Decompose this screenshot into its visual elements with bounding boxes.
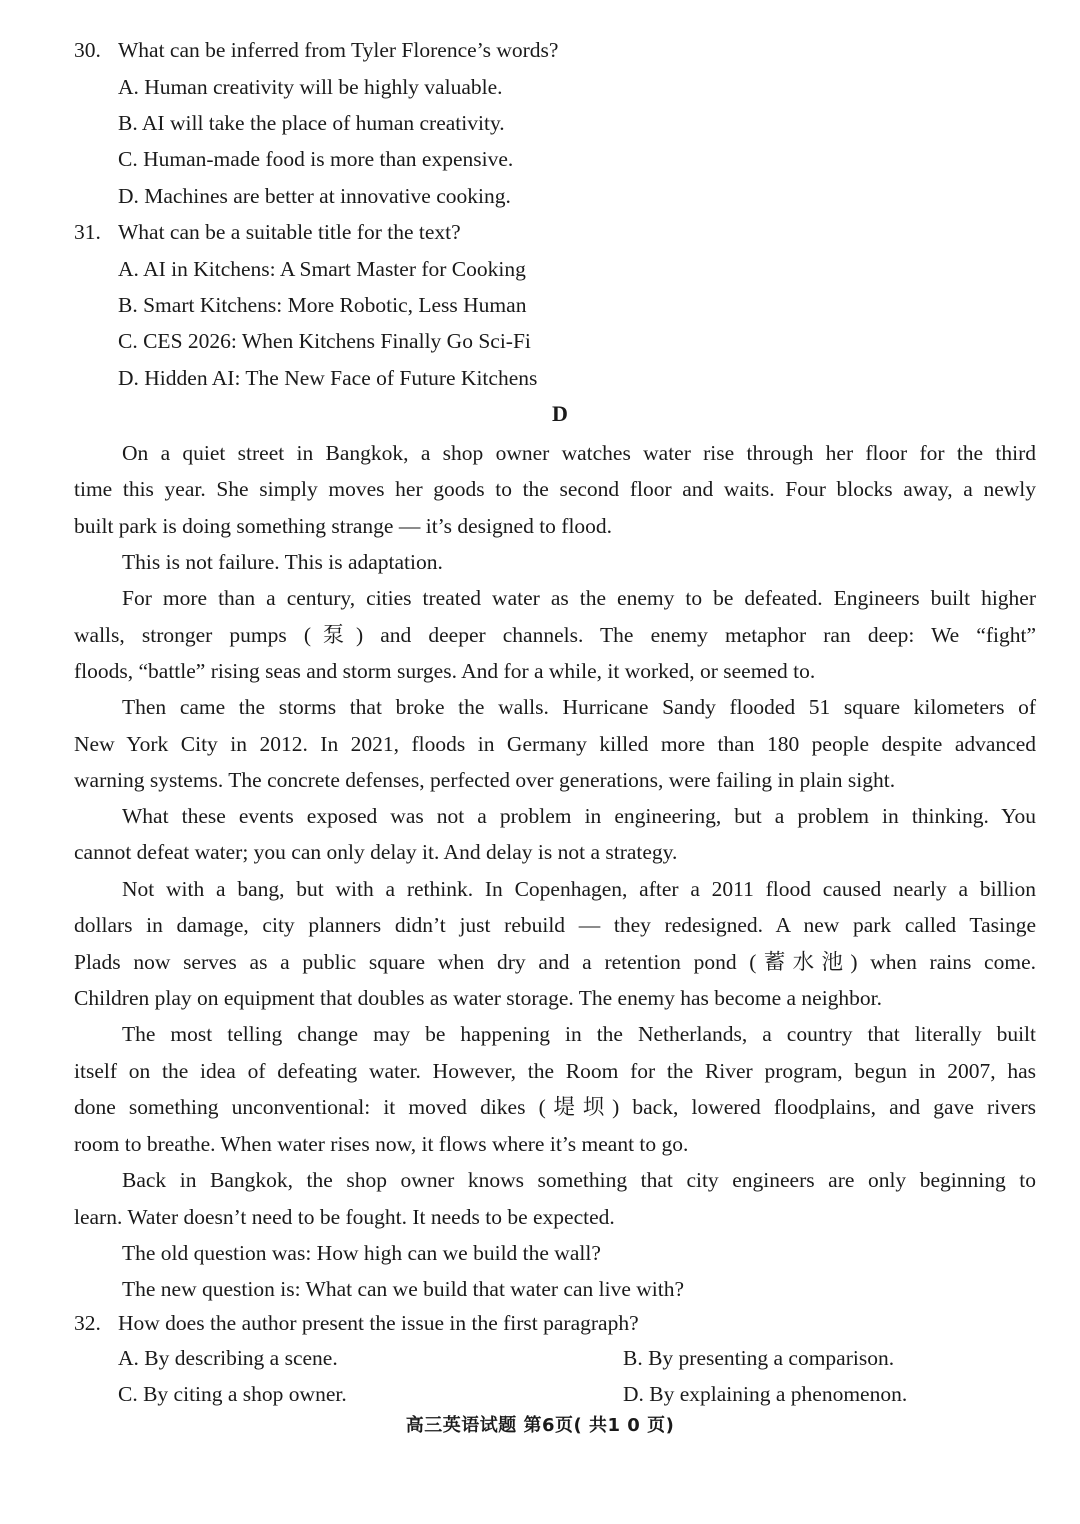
passage-line: cannot defeat water; you can only delay it. And delay is not a strategy. <box>74 840 678 864</box>
question-number: 32. <box>74 1311 101 1335</box>
question-stem: What can be inferred from Tyler Florence’s words? <box>118 38 559 62</box>
answer-option: A. Human creativity will be highly valuable. <box>118 75 503 99</box>
passage-line: warning systems. The concrete defenses, perfected over generations, were failing in plain sight. <box>74 768 896 792</box>
answer-option: B. Smart Kitchens: More Robotic, Less Human <box>118 293 527 317</box>
passage-line: Back in Bangkok, the shop owner knows something that city engineers are only beginning to <box>122 1168 1036 1192</box>
passage-line: learn. Water doesn’t need to be fought. It needs to be expected. <box>74 1205 615 1229</box>
passage-line: done something unconventional: it moved dikes (堤坝) back, lowered floodplains, and gave rivers <box>74 1095 1036 1119</box>
answer-option: B. By presenting a comparison. <box>623 1346 895 1370</box>
passage-line: This is not failure. This is adaptation. <box>122 550 443 574</box>
passage-line: What these events exposed was not a problem in engineering, but a problem in thinking. You <box>122 804 1036 828</box>
passage-line: New York City in 2012. In 2021, floods in Germany killed more than 180 people despite advanced <box>74 732 1036 756</box>
passage-line: room to breathe. When water rises now, it flows where it’s meant to go. <box>74 1132 689 1156</box>
answer-option: D. By explaining a phenomenon. <box>623 1382 908 1406</box>
answer-option: D. Hidden AI: The New Face of Future Kitchens <box>118 366 538 390</box>
answer-option: B. AI will take the place of human creativity. <box>118 111 505 135</box>
page-footer: 高三英语试题 第6页( 共1 0 页) <box>405 1415 675 1436</box>
passage-line: floods, “battle” rising seas and storm surges. And for a while, it worked, or seemed to. <box>74 659 816 683</box>
passage-line: Then came the storms that broke the walls. Hurricane Sandy flooded 51 square kilometers of <box>122 695 1036 719</box>
answer-option: C. Human-made food is more than expensive. <box>118 147 514 171</box>
answer-option: A. By describing a scene. <box>118 1346 338 1370</box>
answer-option: C. By citing a shop owner. <box>118 1382 347 1406</box>
answer-option: C. CES 2026: When Kitchens Finally Go Sci-Fi <box>118 329 531 353</box>
question-number: 31. <box>74 220 101 244</box>
passage-line: The new question is: What can we build that water can live with? <box>122 1277 685 1301</box>
passage-line: time this year. She simply moves her goods to the second floor and waits. Four blocks away, a newly <box>74 477 1036 501</box>
passage-line: The old question was: How high can we build the wall? <box>122 1241 601 1265</box>
passage-line: For more than a century, cities treated water as the enemy to be defeated. Engineers built higher <box>122 586 1036 610</box>
passage-line: Children play on equipment that doubles as water storage. The enemy has become a neighbor. <box>74 986 883 1010</box>
question-number: 30. <box>74 38 101 62</box>
passage-line: Not with a bang, but with a rethink. In Copenhagen, after a 2011 flood caused nearly a billion <box>122 877 1036 901</box>
passage-line: The most telling change may be happening in the Netherlands, a country that literally built <box>122 1022 1036 1046</box>
answer-option: A. AI in Kitchens: A Smart Master for Cooking <box>118 257 526 281</box>
passage-line: walls, stronger pumps (泵) and deeper channels. The enemy metaphor ran deep: We “fight” <box>74 623 1036 647</box>
passage-line: On a quiet street in Bangkok, a shop owner watches water rise through her floor for the third <box>122 441 1036 465</box>
passage-line: dollars in damage, city planners didn’t just rebuild — they redesigned. A new park called Tasinge <box>74 913 1036 937</box>
section-title: D <box>552 401 568 426</box>
question-stem: How does the author present the issue in the first paragraph? <box>118 1311 639 1335</box>
answer-option: D. Machines are better at innovative cooking. <box>118 184 511 208</box>
question-stem: What can be a suitable title for the text? <box>118 220 461 244</box>
passage-line: built park is doing something strange — it’s designed to flood. <box>74 514 613 538</box>
passage-line: itself on the idea of defeating water. However, the Room for the River program, begun in 2007, has <box>74 1059 1036 1083</box>
passage-line: Plads now serves as a public square when dry and a retention pond (蓄水池) when rains come. <box>74 950 1036 974</box>
